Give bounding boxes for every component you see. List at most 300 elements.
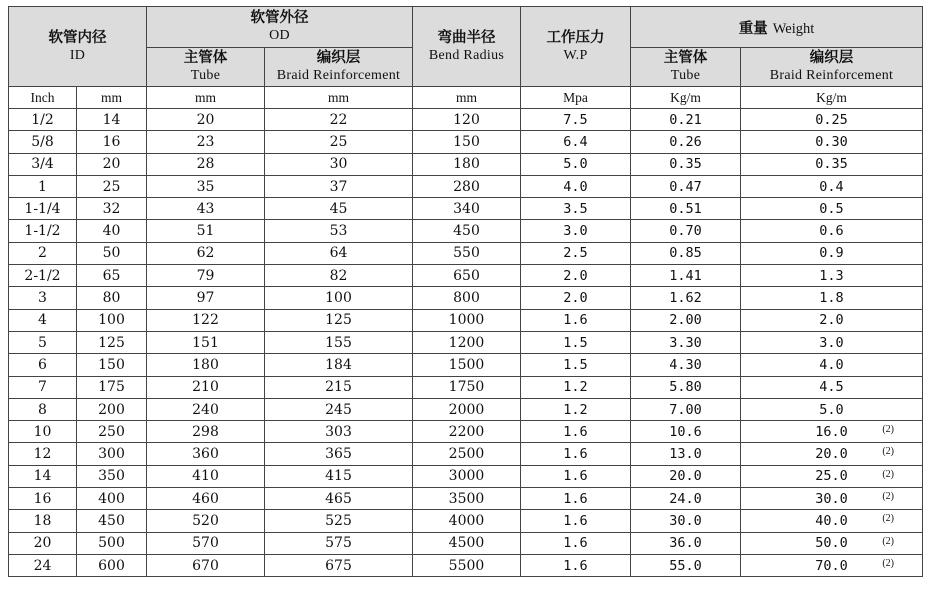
table-row <box>9 220 923 242</box>
cell-bend-radius-value: 2500 <box>448 446 485 463</box>
cell-od-tube-value: 520 <box>192 512 219 529</box>
header-working-pressure <box>521 7 631 87</box>
cell-weight-tube <box>631 421 741 443</box>
cell-weight-braid <box>741 309 923 331</box>
cell-working-pressure <box>521 554 631 576</box>
cell-id-mm <box>77 554 147 576</box>
cell-weight-braid-value: 20.0 <box>815 446 848 463</box>
cell-od-braid-value: 215 <box>325 379 352 396</box>
cell-bend-radius-value: 150 <box>453 133 480 150</box>
cell-inch-value: 4 <box>38 312 47 329</box>
cell-bend-radius-value: 120 <box>453 111 480 128</box>
cell-od-braid <box>265 242 413 264</box>
cell-od-tube <box>147 554 265 576</box>
cell-od-braid <box>265 309 413 331</box>
cell-id-mm-value: 100 <box>98 312 125 329</box>
cell-od-tube-value: 43 <box>196 200 215 217</box>
cell-id-mm <box>77 175 147 197</box>
cell-weight-braid-value: 4.5 <box>819 379 844 396</box>
cell-od-tube <box>147 376 265 398</box>
table-row <box>9 175 923 197</box>
cell-od-braid <box>265 220 413 242</box>
cell-od-tube <box>147 175 265 197</box>
cell-id-mm-value: 80 <box>102 290 121 307</box>
cell-bend-radius-value: 4500 <box>448 535 485 552</box>
cell-od-braid <box>265 554 413 576</box>
header-od <box>147 7 413 48</box>
cell-weight-tube-value: 30.0 <box>669 512 702 529</box>
header-od-braid-cn: 编织层 <box>316 50 361 66</box>
cell-id-mm-value: 600 <box>98 557 125 574</box>
table-row <box>9 153 923 175</box>
cell-od-tube <box>147 331 265 353</box>
cell-weight-tube-value: 5.80 <box>669 379 702 396</box>
cell-od-braid-value: 525 <box>325 512 352 529</box>
cell-inch-value: 14 <box>33 468 52 485</box>
cell-bend-radius <box>413 220 521 242</box>
cell-inch <box>9 488 77 510</box>
cell-od-tube-value: 298 <box>192 423 219 440</box>
spec-table-container <box>8 6 922 577</box>
cell-weight-braid <box>741 398 923 420</box>
header-id-en: ID <box>69 47 86 63</box>
header-od-tube-cn: 主管体 <box>183 50 228 66</box>
cell-id-mm-value: 175 <box>98 379 125 396</box>
cell-od-tube <box>147 309 265 331</box>
cell-bend-radius <box>413 510 521 532</box>
cell-id-mm-value: 16 <box>102 133 121 150</box>
cell-inch <box>9 354 77 376</box>
cell-id-mm <box>77 131 147 153</box>
cell-working-pressure-value: 1.2 <box>563 401 588 418</box>
footnote-marker: (2) <box>882 491 894 503</box>
cell-od-braid <box>265 131 413 153</box>
cell-bend-radius-value: 3500 <box>448 490 485 507</box>
cell-weight-braid <box>741 376 923 398</box>
cell-od-tube-value: 20 <box>196 111 215 128</box>
cell-od-braid <box>265 376 413 398</box>
cell-weight-tube <box>631 398 741 420</box>
cell-weight-braid <box>741 265 923 287</box>
cell-id-mm <box>77 354 147 376</box>
cell-bend-radius <box>413 532 521 554</box>
cell-bend-radius-value: 5500 <box>448 557 485 574</box>
cell-od-braid-value: 465 <box>325 490 352 507</box>
cell-id-mm <box>77 331 147 353</box>
unit-cell: mm <box>413 87 521 109</box>
cell-od-tube <box>147 153 265 175</box>
cell-weight-braid-value: 50.0 <box>815 535 848 552</box>
cell-bend-radius-value: 800 <box>453 290 480 307</box>
cell-id-mm-value: 500 <box>98 535 125 552</box>
cell-od-tube <box>147 131 265 153</box>
table-row <box>9 309 923 331</box>
cell-weight-tube-value: 0.26 <box>669 133 702 150</box>
cell-working-pressure <box>521 465 631 487</box>
cell-working-pressure-value: 1.6 <box>563 312 588 329</box>
cell-weight-braid-value: 0.4 <box>819 178 844 195</box>
cell-od-braid <box>265 331 413 353</box>
cell-inch-value: 1 <box>38 178 47 195</box>
cell-inch-value: 7 <box>38 379 47 396</box>
cell-inch <box>9 331 77 353</box>
cell-od-tube-value: 670 <box>192 557 219 574</box>
cell-weight-braid <box>741 242 923 264</box>
cell-od-braid <box>265 398 413 420</box>
cell-inch <box>9 109 77 131</box>
cell-od-braid-value: 25 <box>329 133 348 150</box>
unit-cell: Inch <box>9 87 77 109</box>
cell-inch <box>9 131 77 153</box>
cell-bend-radius-value: 550 <box>453 245 480 262</box>
footnote-marker: (2) <box>882 557 894 569</box>
cell-weight-braid <box>741 465 923 487</box>
cell-weight-tube <box>631 510 741 532</box>
cell-od-tube <box>147 532 265 554</box>
cell-weight-tube-value: 3.30 <box>669 334 702 351</box>
cell-weight-tube <box>631 198 741 220</box>
cell-od-tube <box>147 354 265 376</box>
cell-weight-tube <box>631 354 741 376</box>
cell-inch <box>9 265 77 287</box>
cell-working-pressure <box>521 109 631 131</box>
cell-od-tube-value: 97 <box>196 290 215 307</box>
cell-od-braid-value: 30 <box>329 156 348 173</box>
cell-weight-tube <box>631 287 741 309</box>
cell-id-mm-value: 25 <box>102 178 121 195</box>
cell-weight-tube-value: 0.70 <box>669 223 702 240</box>
header-weight-braid-cn: 编织层 <box>809 50 854 66</box>
cell-weight-tube-value: 36.0 <box>669 535 702 552</box>
cell-id-mm <box>77 532 147 554</box>
cell-weight-braid-value: 0.35 <box>815 156 848 173</box>
cell-od-braid <box>265 175 413 197</box>
cell-weight-tube-value: 2.00 <box>669 312 702 329</box>
cell-od-tube-value: 28 <box>196 156 215 173</box>
cell-bend-radius <box>413 175 521 197</box>
footnote-marker: (2) <box>882 424 894 436</box>
cell-working-pressure-value: 2.5 <box>563 245 588 262</box>
cell-inch-value: 1-1/2 <box>24 223 61 240</box>
cell-weight-braid-value: 3.0 <box>819 334 844 351</box>
cell-od-tube <box>147 220 265 242</box>
cell-bend-radius <box>413 376 521 398</box>
header-od-braid-en: Braid Reinforcement <box>276 68 401 83</box>
cell-weight-tube-value: 55.0 <box>669 557 702 574</box>
cell-od-tube <box>147 510 265 532</box>
cell-weight-braid <box>741 554 923 576</box>
cell-weight-braid-value: 5.0 <box>819 401 844 418</box>
cell-bend-radius <box>413 488 521 510</box>
cell-weight-braid-value: 0.25 <box>815 111 848 128</box>
cell-bend-radius-value: 650 <box>453 267 480 284</box>
cell-od-braid-value: 184 <box>325 356 352 373</box>
cell-id-mm-value: 250 <box>98 423 125 440</box>
header-wp-en: W.P <box>563 47 588 63</box>
cell-working-pressure-value: 4.0 <box>563 178 588 195</box>
cell-od-tube <box>147 265 265 287</box>
table-row <box>9 242 923 264</box>
cell-od-braid-value: 415 <box>325 468 352 485</box>
cell-working-pressure-value: 7.5 <box>563 111 588 128</box>
cell-working-pressure <box>521 376 631 398</box>
cell-od-braid <box>265 287 413 309</box>
cell-weight-tube <box>631 175 741 197</box>
cell-od-braid-value: 303 <box>325 423 352 440</box>
table-row <box>9 510 923 532</box>
cell-weight-braid <box>741 488 923 510</box>
cell-working-pressure <box>521 175 631 197</box>
cell-bend-radius-value: 3000 <box>448 468 485 485</box>
cell-bend-radius <box>413 309 521 331</box>
cell-od-tube <box>147 421 265 443</box>
cell-od-tube-value: 360 <box>192 446 219 463</box>
footnote-marker: (2) <box>882 468 894 480</box>
cell-od-braid-value: 125 <box>325 312 352 329</box>
header-weight-braid-en: Braid Reinforcement <box>769 68 894 83</box>
header-weight-tube-en: Tube <box>670 68 701 83</box>
header-row-1 <box>9 7 923 48</box>
cell-working-pressure <box>521 287 631 309</box>
cell-od-braid <box>265 265 413 287</box>
cell-working-pressure-value: 3.0 <box>563 223 588 240</box>
cell-inch <box>9 242 77 264</box>
header-bend-radius <box>413 7 521 87</box>
cell-weight-tube <box>631 488 741 510</box>
cell-od-braid-value: 22 <box>329 111 348 128</box>
cell-bend-radius-value: 280 <box>453 178 480 195</box>
unit-cell: Kg/m <box>631 87 741 109</box>
cell-weight-tube <box>631 265 741 287</box>
cell-working-pressure <box>521 510 631 532</box>
table-row <box>9 465 923 487</box>
unit-cell: mm <box>77 87 147 109</box>
cell-weight-braid <box>741 109 923 131</box>
cell-od-tube <box>147 109 265 131</box>
cell-id-mm <box>77 242 147 264</box>
table-row <box>9 532 923 554</box>
cell-working-pressure <box>521 265 631 287</box>
cell-id-mm <box>77 488 147 510</box>
cell-working-pressure <box>521 331 631 353</box>
cell-weight-braid-value: 2.0 <box>819 312 844 329</box>
cell-inch-value: 20 <box>33 535 52 552</box>
cell-id-mm <box>77 198 147 220</box>
cell-working-pressure-value: 1.6 <box>563 557 588 574</box>
cell-od-braid <box>265 421 413 443</box>
cell-bend-radius-value: 4000 <box>448 512 485 529</box>
cell-inch <box>9 220 77 242</box>
cell-weight-tube-value: 13.0 <box>669 446 702 463</box>
cell-weight-braid-value: 16.0 <box>815 423 848 440</box>
table-row <box>9 287 923 309</box>
cell-weight-tube <box>631 131 741 153</box>
cell-inch-value: 10 <box>33 423 52 440</box>
cell-od-tube-value: 180 <box>192 356 219 373</box>
cell-inch <box>9 510 77 532</box>
cell-od-braid-value: 45 <box>329 200 348 217</box>
cell-weight-tube-value: 7.00 <box>669 401 702 418</box>
cell-od-braid <box>265 465 413 487</box>
cell-od-tube <box>147 287 265 309</box>
cell-inch <box>9 398 77 420</box>
cell-od-tube <box>147 398 265 420</box>
cell-od-tube-value: 460 <box>192 490 219 507</box>
cell-working-pressure-value: 2.0 <box>563 267 588 284</box>
cell-inch-value: 2 <box>38 245 47 262</box>
cell-od-braid <box>265 443 413 465</box>
cell-id-mm-value: 300 <box>98 446 125 463</box>
cell-weight-braid <box>741 510 923 532</box>
cell-working-pressure <box>521 309 631 331</box>
cell-working-pressure-value: 1.6 <box>563 446 588 463</box>
cell-id-mm <box>77 465 147 487</box>
cell-weight-braid-value: 4.0 <box>819 356 844 373</box>
table-row <box>9 488 923 510</box>
cell-working-pressure <box>521 421 631 443</box>
cell-inch-value: 1/2 <box>31 111 54 128</box>
cell-working-pressure-value: 1.6 <box>563 423 588 440</box>
cell-bend-radius <box>413 153 521 175</box>
unit-cell: Mpa <box>521 87 631 109</box>
cell-od-braid <box>265 510 413 532</box>
cell-weight-tube-value: 0.21 <box>669 111 702 128</box>
cell-weight-braid <box>741 421 923 443</box>
cell-weight-tube-value: 0.47 <box>669 178 702 195</box>
cell-weight-braid-value: 0.30 <box>815 133 848 150</box>
cell-bend-radius-value: 2200 <box>448 423 485 440</box>
cell-working-pressure-value: 1.6 <box>563 468 588 485</box>
cell-weight-tube <box>631 532 741 554</box>
cell-weight-tube-value: 24.0 <box>669 490 702 507</box>
cell-working-pressure <box>521 153 631 175</box>
header-bend-en: Bend Radius <box>428 47 505 63</box>
cell-weight-tube <box>631 220 741 242</box>
cell-id-mm <box>77 376 147 398</box>
cell-weight-braid <box>741 153 923 175</box>
cell-od-tube-value: 79 <box>196 267 215 284</box>
cell-id-mm <box>77 109 147 131</box>
cell-od-braid-value: 100 <box>325 290 352 307</box>
cell-weight-tube <box>631 309 741 331</box>
cell-weight-braid <box>741 198 923 220</box>
cell-od-braid-value: 64 <box>329 245 348 262</box>
cell-weight-braid-value: 30.0 <box>815 490 848 507</box>
cell-weight-braid <box>741 532 923 554</box>
header-od-en: OD <box>269 28 290 43</box>
cell-inch-value: 6 <box>38 356 47 373</box>
cell-bend-radius <box>413 443 521 465</box>
cell-weight-braid <box>741 131 923 153</box>
cell-od-tube-value: 122 <box>192 312 219 329</box>
cell-inch <box>9 421 77 443</box>
cell-inch-value: 12 <box>33 446 52 463</box>
cell-weight-braid-value: 0.6 <box>819 223 844 240</box>
cell-bend-radius <box>413 265 521 287</box>
header-id <box>9 7 147 87</box>
cell-id-mm-value: 450 <box>98 512 125 529</box>
cell-inch-value: 3 <box>38 290 47 307</box>
cell-od-braid-value: 155 <box>325 334 352 351</box>
cell-bend-radius <box>413 109 521 131</box>
cell-od-tube <box>147 443 265 465</box>
table-row <box>9 354 923 376</box>
cell-bend-radius <box>413 198 521 220</box>
cell-weight-braid <box>741 331 923 353</box>
cell-od-tube <box>147 242 265 264</box>
cell-inch <box>9 198 77 220</box>
cell-working-pressure-value: 1.6 <box>563 512 588 529</box>
cell-id-mm <box>77 443 147 465</box>
cell-working-pressure-value: 1.5 <box>563 356 588 373</box>
unit-cell: mm <box>265 87 413 109</box>
cell-od-tube-value: 240 <box>192 401 219 418</box>
cell-weight-braid-value: 0.9 <box>819 245 844 262</box>
cell-bend-radius <box>413 331 521 353</box>
footnote-marker: (2) <box>882 446 894 458</box>
cell-inch <box>9 532 77 554</box>
cell-id-mm-value: 32 <box>102 200 121 217</box>
cell-id-mm <box>77 153 147 175</box>
unit-cell: Kg/m <box>741 87 923 109</box>
cell-weight-braid <box>741 287 923 309</box>
cell-od-tube <box>147 198 265 220</box>
header-weight-en: Weight <box>772 20 815 37</box>
cell-working-pressure-value: 1.5 <box>563 334 588 351</box>
cell-bend-radius-value: 1500 <box>448 356 485 373</box>
cell-inch <box>9 376 77 398</box>
cell-weight-tube-value: 10.6 <box>669 423 702 440</box>
cell-od-braid-value: 53 <box>329 223 348 240</box>
cell-weight-braid-value: 1.8 <box>819 290 844 307</box>
cell-weight-tube <box>631 376 741 398</box>
cell-bend-radius-value: 1200 <box>448 334 485 351</box>
cell-weight-braid-value: 0.5 <box>819 200 844 217</box>
cell-od-tube-value: 51 <box>196 223 215 240</box>
cell-id-mm <box>77 265 147 287</box>
cell-od-tube-value: 210 <box>192 379 219 396</box>
cell-weight-tube-value: 4.30 <box>669 356 702 373</box>
cell-weight-tube-value: 0.51 <box>669 200 702 217</box>
table-row <box>9 421 923 443</box>
cell-inch-value: 8 <box>38 401 47 418</box>
cell-od-braid-value: 37 <box>329 178 348 195</box>
cell-inch <box>9 309 77 331</box>
hose-spec-table <box>8 6 923 577</box>
cell-od-tube-value: 570 <box>192 535 219 552</box>
cell-bend-radius <box>413 287 521 309</box>
cell-bend-radius-value: 180 <box>453 156 480 173</box>
cell-working-pressure-value: 5.0 <box>563 156 588 173</box>
cell-id-mm-value: 350 <box>98 468 125 485</box>
cell-weight-braid <box>741 175 923 197</box>
cell-weight-tube-value: 0.85 <box>669 245 702 262</box>
cell-bend-radius-value: 2000 <box>448 401 485 418</box>
cell-inch-value: 5 <box>38 334 47 351</box>
table-row <box>9 198 923 220</box>
cell-od-tube <box>147 488 265 510</box>
cell-weight-tube-value: 20.0 <box>669 468 702 485</box>
cell-od-tube-value: 151 <box>192 334 219 351</box>
cell-weight-tube-value: 1.41 <box>669 267 702 284</box>
header-wp-cn: 工作压力 <box>546 29 605 46</box>
cell-id-mm-value: 14 <box>102 111 121 128</box>
cell-od-tube-value: 35 <box>196 178 215 195</box>
cell-inch <box>9 443 77 465</box>
cell-working-pressure-value: 6.4 <box>563 133 588 150</box>
header-od-braid <box>265 48 413 87</box>
cell-od-braid <box>265 153 413 175</box>
